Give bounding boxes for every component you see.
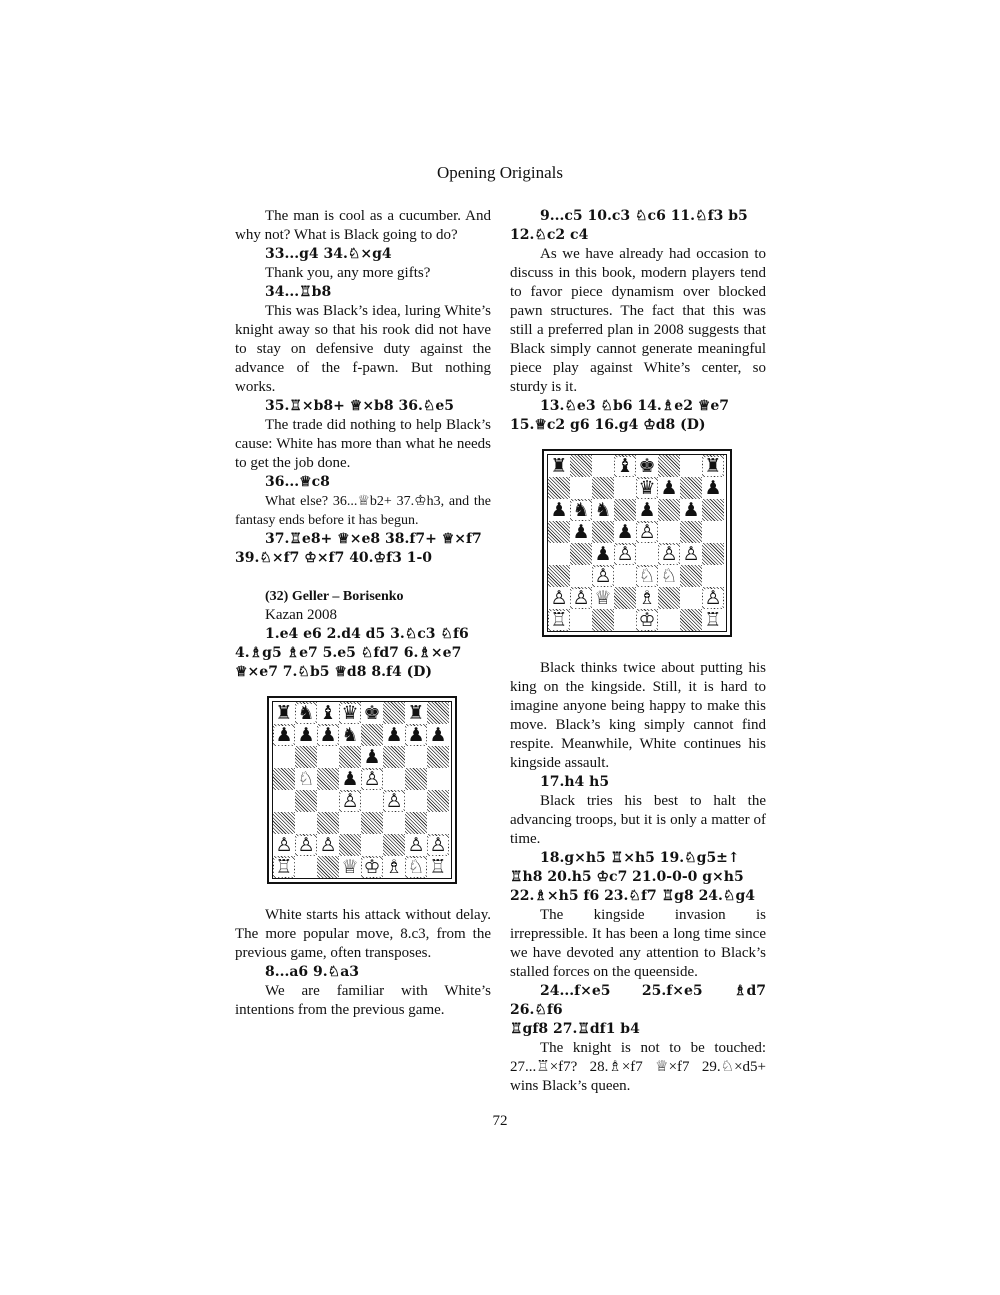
- board-square: [361, 724, 383, 746]
- board-square: [295, 790, 317, 812]
- board-square: [383, 856, 405, 878]
- black-pawn-icon: ♟: [407, 723, 425, 746]
- board-square: [614, 521, 636, 543]
- running-header: Opening Originals: [436, 163, 564, 182]
- black-pawn-icon: ♟: [638, 498, 656, 521]
- white-rook-icon: ♖: [275, 855, 293, 878]
- move-line: ♕×e7 7.♘b5 ♕d8 8.f4 (D): [235, 664, 432, 680]
- board-square: [702, 521, 724, 543]
- black-pawn-icon: ♟: [704, 476, 722, 499]
- board-square: [702, 587, 724, 609]
- board-square: [427, 790, 449, 812]
- board-square: [405, 812, 427, 834]
- board-square: [548, 565, 570, 587]
- white-pawn-icon: ♙: [297, 833, 315, 856]
- board-square: [592, 543, 614, 565]
- board-square: [427, 834, 449, 856]
- white-pawn-icon: ♙: [572, 586, 590, 609]
- white-pawn-icon: ♙: [638, 520, 656, 543]
- board-square: [592, 565, 614, 587]
- move-line: 35.♖×b8+ ♕×b8 36.♘e5: [265, 398, 455, 414]
- chess-diagram-1: [267, 696, 457, 884]
- black-rook-icon: ♜: [704, 454, 722, 477]
- board-square: [317, 834, 339, 856]
- board-square: [317, 812, 339, 834]
- board-square: [636, 477, 658, 499]
- paragraph: Thank you, any more gifts?: [265, 265, 431, 281]
- board-square: [383, 746, 405, 768]
- black-rook-icon: ♜: [407, 701, 425, 724]
- board-square: [339, 768, 361, 790]
- board-square: [592, 587, 614, 609]
- board-square: [570, 565, 592, 587]
- white-pawn-icon: ♙: [660, 542, 678, 565]
- paragraph: White starts his attack without delay. The more popular move, 8.c3, from the previous game, often transposes.: [235, 907, 491, 961]
- board-square: [405, 746, 427, 768]
- board-square: [680, 499, 702, 521]
- board-square: [548, 543, 570, 565]
- move-line: 18.g×h5 ♖×h5 19.♘g5±↑: [540, 850, 740, 866]
- board-square: [702, 477, 724, 499]
- board-square: [614, 543, 636, 565]
- board-square: [680, 477, 702, 499]
- black-pawn-icon: ♟: [297, 723, 315, 746]
- white-pawn-icon: ♙: [341, 789, 359, 812]
- board-square: [614, 609, 636, 631]
- board-square: [592, 455, 614, 477]
- black-pawn-icon: ♟: [550, 498, 568, 521]
- move-line: 39.♘×f7 ♔×f7 40.♔f3 1-0: [235, 550, 433, 566]
- board-square: [570, 455, 592, 477]
- board-square: [273, 834, 295, 856]
- board-square: [405, 834, 427, 856]
- board-square: [592, 609, 614, 631]
- board-square: [361, 768, 383, 790]
- black-pawn-icon: ♟: [616, 520, 634, 543]
- board-square: [427, 812, 449, 834]
- black-pawn-icon: ♟: [682, 498, 700, 521]
- move-line: 24...f×e5 25.f×e5 ♗d7 26.♘f6: [510, 983, 766, 1018]
- board-square: [383, 834, 405, 856]
- white-pawn-icon: ♙: [550, 586, 568, 609]
- white-king-icon: ♔: [363, 855, 381, 878]
- board-square: [680, 521, 702, 543]
- paragraph: We are familiar with White’s intentions from the previous game.: [235, 983, 491, 1018]
- move-line: 9...c5 10.c3 ♘c6 11.♘f3 b5: [540, 208, 748, 224]
- board-square: [680, 543, 702, 565]
- board-square: [592, 521, 614, 543]
- move-line: 33...g4 34.♘×g4: [265, 246, 392, 262]
- board-square: [592, 499, 614, 521]
- board-square: [658, 455, 680, 477]
- white-pawn-icon: ♙: [275, 833, 293, 856]
- board-square: [273, 768, 295, 790]
- paragraph: Black tries his best to halt the advancing troops, but it is only a matter of time.: [510, 793, 766, 847]
- white-pawn-icon: ♙: [682, 542, 700, 565]
- board-square: [339, 834, 361, 856]
- white-knight-icon: ♘: [407, 855, 425, 878]
- board-square: [570, 543, 592, 565]
- board-square: [339, 702, 361, 724]
- white-king-icon: ♔: [638, 608, 656, 631]
- board-square: [570, 521, 592, 543]
- game-heading: (32) Geller – Borisenko: [265, 589, 404, 604]
- board-square: [339, 856, 361, 878]
- board-square: [427, 702, 449, 724]
- black-bishop-icon: ♝: [616, 454, 634, 477]
- board-square: [680, 587, 702, 609]
- white-pawn-icon: ♙: [616, 542, 634, 565]
- move-line: 37.♖e8+ ♕×e8 38.f7+ ♕×f7: [265, 531, 482, 547]
- board-square: [317, 768, 339, 790]
- board-square: [383, 768, 405, 790]
- board-square: [295, 724, 317, 746]
- board-square: [317, 790, 339, 812]
- board-square: [361, 834, 383, 856]
- board-square: [680, 455, 702, 477]
- board-square: [658, 477, 680, 499]
- board-square: [273, 724, 295, 746]
- paragraph: As we have already had occasion to discuss in this book, modern players tend to favor piece dynamism over blocked pawn structures. The fact that this was still a preferred plan in 2008 suggests that Black simply cannot generate meaningful piece play against White’s center, so sturdy is it.: [510, 246, 766, 395]
- board-square: [339, 746, 361, 768]
- board-square: [317, 702, 339, 724]
- move-line: 22.♗×h5 f6 23.♘f7 ♖g8 24.♘g4: [510, 888, 756, 904]
- game-venue: Kazan 2008: [265, 607, 338, 623]
- board-square: [636, 499, 658, 521]
- white-knight-icon: ♘: [660, 564, 678, 587]
- board-square: [636, 521, 658, 543]
- white-pawn-icon: ♙: [594, 564, 612, 587]
- board-square: [405, 856, 427, 878]
- black-king-icon: ♚: [638, 454, 656, 477]
- board-square: [427, 768, 449, 790]
- paragraph: This was Black’s idea, luring White’s knight away so that his rook did not have to stay on defensive duty against the advance of the f-pawn. But nothing works.: [235, 303, 491, 395]
- board-square: [614, 587, 636, 609]
- move-line: 15.♕c2 g6 16.g4 ♔d8 (D): [510, 417, 706, 433]
- black-pawn-icon: ♟: [319, 723, 337, 746]
- board-square: [548, 587, 570, 609]
- white-rook-icon: ♖: [704, 608, 722, 631]
- black-king-icon: ♚: [363, 701, 381, 724]
- board-square: [427, 856, 449, 878]
- black-queen-icon: ♛: [638, 476, 656, 499]
- black-queen-icon: ♛: [341, 701, 359, 724]
- black-pawn-icon: ♟: [572, 520, 590, 543]
- white-pawn-icon: ♙: [429, 833, 447, 856]
- board-square: [548, 609, 570, 631]
- board-square: [614, 455, 636, 477]
- board-square: [570, 499, 592, 521]
- board-square: [317, 724, 339, 746]
- black-pawn-icon: ♟: [385, 723, 403, 746]
- chess-diagram-2: [542, 449, 732, 637]
- board-square: [427, 746, 449, 768]
- white-queen-icon: ♕: [341, 855, 359, 878]
- white-pawn-icon: ♙: [363, 767, 381, 790]
- board-square: [317, 746, 339, 768]
- black-bishop-icon: ♝: [319, 701, 337, 724]
- board-square: [548, 455, 570, 477]
- move-line: 17.h4 h5: [540, 774, 610, 790]
- board-square: [383, 702, 405, 724]
- black-knight-icon: ♞: [572, 498, 590, 521]
- paragraph: The man is cool as a cucumber. And why not? What is Black going to do?: [235, 208, 491, 243]
- board-square: [361, 790, 383, 812]
- white-bishop-icon: ♗: [638, 586, 656, 609]
- board-square: [273, 746, 295, 768]
- black-pawn-icon: ♟: [275, 723, 293, 746]
- board-square: [383, 790, 405, 812]
- board-square: [361, 746, 383, 768]
- board-square: [383, 724, 405, 746]
- board-square: [680, 609, 702, 631]
- board-square: [658, 609, 680, 631]
- board-square: [658, 521, 680, 543]
- paragraph: Black thinks twice about putting his king on the kingside. Still, it is hard to imagine anyone being happy to make this move. Black’s king simply cannot find respite. Meanwhile, White continues his kingside assault.: [510, 660, 766, 771]
- board-square: [405, 702, 427, 724]
- white-pawn-icon: ♙: [704, 586, 722, 609]
- black-pawn-icon: ♟: [341, 767, 359, 790]
- move-line: ♖h8 20.h5 ♔c7 21.0-0-0 g×h5: [510, 869, 744, 885]
- black-pawn-icon: ♟: [429, 723, 447, 746]
- white-knight-icon: ♘: [638, 564, 656, 587]
- board-square: [592, 477, 614, 499]
- black-rook-icon: ♜: [275, 701, 293, 724]
- right-column: [510, 207, 766, 1096]
- board-square: [427, 724, 449, 746]
- board-square: [339, 790, 361, 812]
- paragraph: The kingside invasion is irrepressible. It has been a long time since we have devoted any attention to Black’s stalled forces on the queenside.: [510, 907, 766, 980]
- note: What else? 36...♕b2+ 37.♔h3, and the fantasy ends before it has begun.: [235, 494, 491, 528]
- left-column: [235, 207, 491, 1020]
- board-square: [295, 812, 317, 834]
- board-square: [570, 587, 592, 609]
- paragraph: The knight is not to be touched: 27...♖×f7? 28.♗×f7 ♕×f7 29.♘×d5+ wins Black’s queen.: [510, 1040, 766, 1094]
- white-pawn-icon: ♙: [385, 789, 403, 812]
- page-number: 72: [492, 1113, 508, 1129]
- board-square: [361, 812, 383, 834]
- board-square: [361, 702, 383, 724]
- move-line: ♖gf8 27.♖df1 b4: [510, 1021, 640, 1037]
- white-pawn-icon: ♙: [319, 833, 337, 856]
- move-line: 36...♕c8: [265, 474, 330, 490]
- board-square: [614, 565, 636, 587]
- move-line: 12.♘c2 c4: [510, 227, 589, 243]
- black-knight-icon: ♞: [341, 723, 359, 746]
- board-square: [636, 455, 658, 477]
- board-square: [317, 856, 339, 878]
- move-line: 8...a6 9.♘a3: [265, 964, 360, 980]
- move-line: 13.♘e3 ♘b6 14.♗e2 ♕e7: [540, 398, 730, 414]
- board-square: [614, 477, 636, 499]
- move-line: 1.e4 e6 2.d4 d5 3.♘c3 ♘f6: [265, 626, 469, 642]
- board-square: [339, 812, 361, 834]
- board-square: [702, 455, 724, 477]
- black-knight-icon: ♞: [594, 498, 612, 521]
- board-square: [702, 609, 724, 631]
- black-pawn-icon: ♟: [363, 745, 381, 768]
- white-rook-icon: ♖: [429, 855, 447, 878]
- board-square: [702, 499, 724, 521]
- board-square: [383, 812, 405, 834]
- board-square: [405, 790, 427, 812]
- board-square: [658, 565, 680, 587]
- board-square: [273, 856, 295, 878]
- move-line: 34...♖b8: [265, 284, 332, 300]
- white-rook-icon: ♖: [550, 608, 568, 631]
- board-square: [405, 724, 427, 746]
- board-square: [636, 543, 658, 565]
- board-square: [295, 856, 317, 878]
- white-knight-icon: ♘: [297, 767, 315, 790]
- board-square: [339, 724, 361, 746]
- board-square: [658, 543, 680, 565]
- board-square: [570, 477, 592, 499]
- board-square: [570, 609, 592, 631]
- black-pawn-icon: ♟: [594, 542, 612, 565]
- board-square: [295, 702, 317, 724]
- white-bishop-icon: ♗: [385, 855, 403, 878]
- move-line: 4.♗g5 ♗e7 5.e5 ♘fd7 6.♗×e7: [235, 645, 462, 661]
- board-square: [702, 543, 724, 565]
- board-square: [295, 746, 317, 768]
- paragraph: The trade did nothing to help Black’s cause: White has more than what he needs to get the job done.: [235, 417, 491, 471]
- board-square: [636, 609, 658, 631]
- board-square: [405, 768, 427, 790]
- board-square: [702, 565, 724, 587]
- black-knight-icon: ♞: [297, 701, 315, 724]
- board-square: [548, 499, 570, 521]
- board-square: [658, 499, 680, 521]
- board-square: [636, 587, 658, 609]
- white-pawn-icon: ♙: [407, 833, 425, 856]
- board-square: [273, 790, 295, 812]
- black-rook-icon: ♜: [550, 454, 568, 477]
- black-pawn-icon: ♟: [660, 476, 678, 499]
- board-square: [658, 587, 680, 609]
- board-square: [548, 521, 570, 543]
- board-square: [680, 565, 702, 587]
- board-square: [361, 856, 383, 878]
- board-square: [295, 834, 317, 856]
- board-square: [273, 702, 295, 724]
- white-queen-icon: ♕: [594, 586, 612, 609]
- board-square: [636, 565, 658, 587]
- board-square: [273, 812, 295, 834]
- board-square: [295, 768, 317, 790]
- board-square: [614, 499, 636, 521]
- board-square: [548, 477, 570, 499]
